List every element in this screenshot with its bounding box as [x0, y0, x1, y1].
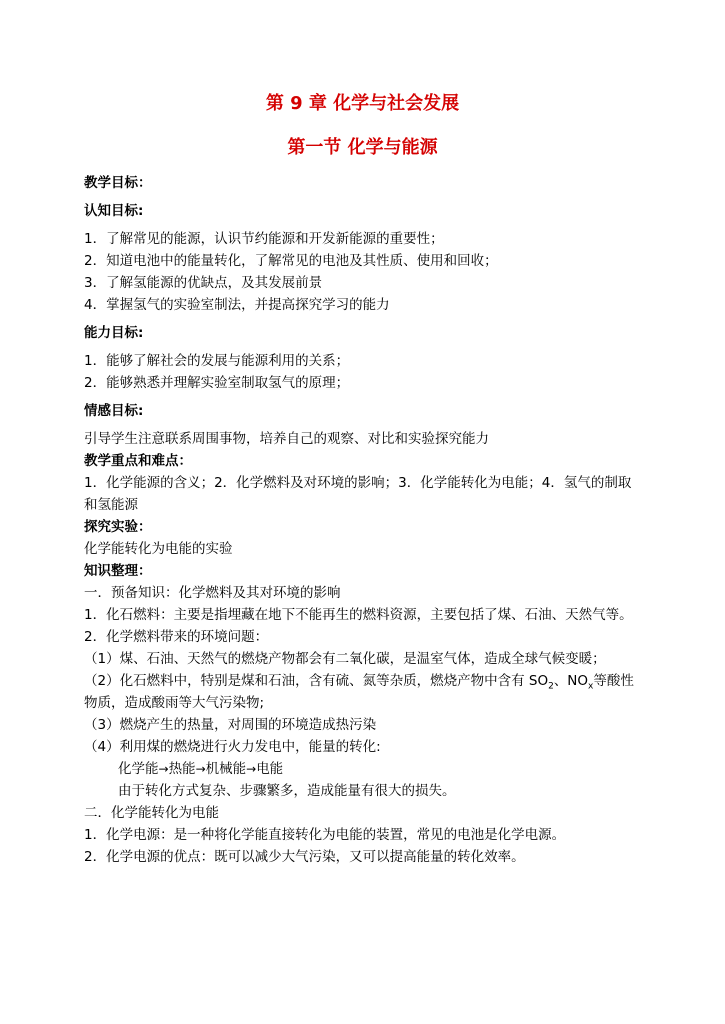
cognitive-goal-item: 1．了解常见的能源，认识节约能源和开发新能源的重要性；	[84, 231, 444, 247]
teaching-goals-heading: 教学目标：	[84, 175, 152, 191]
energy-loss-note: 由于转化方式复杂、步骤繁多，造成能量有很大的损失。	[118, 783, 456, 799]
env-problem-title: 2．化学燃料带来的环境问题：	[84, 629, 269, 645]
document-body	[84, 172, 644, 868]
cognitive-goals-heading: 认知目标:	[84, 203, 144, 219]
part1-title: 一．预备知识：化学燃料及其对环境的影响	[84, 585, 341, 601]
env-problem-item-4: （4）利用煤的燃烧进行火力发电中，能量的转化:	[84, 739, 381, 755]
chain-step: 电能	[256, 761, 284, 777]
env-problem-item-1: （1）煤、石油、天然气的燃烧产物都会有二氧化碳，是温室气体，造成全球气候变暖；	[84, 651, 606, 667]
chain-step: 化学能	[118, 761, 159, 777]
arrow-right-icon: →	[195, 762, 206, 776]
so2-subscript: 2	[548, 681, 554, 692]
ability-goals-heading: 能力目标:	[84, 325, 144, 341]
emotion-goals-heading: 情感目标:	[84, 403, 144, 419]
arrow-right-icon: →	[158, 762, 169, 776]
key-points-text: 1．化学能源的含义；2．化学燃料及对环境的影响；3．化学能转化为电能；4．氢气的制取和氢能源	[84, 475, 632, 513]
env-item2-text-b: 、NO	[553, 673, 589, 689]
env-item2-text-a: （2）化石燃料中，特别是煤和石油，含有硫、氮等杂质，燃烧产物中含有 SO	[84, 673, 549, 689]
emotion-goal-text: 引导学生注意联系周围事物，培养自己的观察、对比和实验探究能力	[84, 431, 489, 447]
chain-step: 机械能	[205, 761, 247, 777]
chemical-battery-definition: 1．化学电源：是一种将化学能直接转化为电能的装置，常见的电池是化学电源。	[84, 827, 566, 843]
chemical-battery-advantage: 2．化学电源的优点：既可以减少大气污染，又可以提高能量的转化效率。	[84, 849, 525, 865]
knowledge-heading: 知识整理：	[84, 563, 152, 579]
section-title: 第一节 化学与能源	[287, 137, 438, 158]
key-points-heading: 教学重点和难点：	[84, 453, 192, 469]
cognitive-goal-item: 2．知道电池中的能量转化，了解常见的电池及其性质、使用和回收；	[84, 253, 498, 269]
cognitive-goal-item: 3．了解氢能源的优缺点，及其发展前景	[84, 275, 323, 291]
experiment-heading: 探究实验：	[84, 519, 152, 535]
env-problem-item-2	[84, 670, 644, 714]
energy-conversion-chain	[84, 758, 644, 780]
chapter-title: 第 9 章 化学与社会发展	[265, 93, 460, 114]
arrow-right-icon: →	[246, 762, 257, 776]
part2-title: 二．化学能转化为电能	[84, 805, 219, 821]
env-item2-text-c: 等酸性物质，造成酸雨等大气污染物;	[84, 673, 634, 711]
nox-subscript: x	[588, 681, 594, 692]
env-problem-item-3: （3）燃烧产生的热量，对周围的环境造成热污染	[84, 717, 377, 733]
cognitive-goal-item: 4．掌握氢气的实验室制法，并提高探究学习的能力	[84, 297, 390, 313]
ability-goal-item: 1．能够了解社会的发展与能源利用的关系；	[84, 353, 350, 369]
ability-goal-item: 2．能够熟悉并理解实验室制取氢气的原理；	[84, 375, 350, 391]
fossil-fuel-definition: 1．化石燃料：主要是指埋藏在地下不能再生的燃料资源，主要包括了煤、石油、天然气等。	[84, 607, 633, 623]
chain-step: 热能	[168, 761, 196, 777]
experiment-text: 化学能转化为电能的实验	[84, 541, 233, 557]
